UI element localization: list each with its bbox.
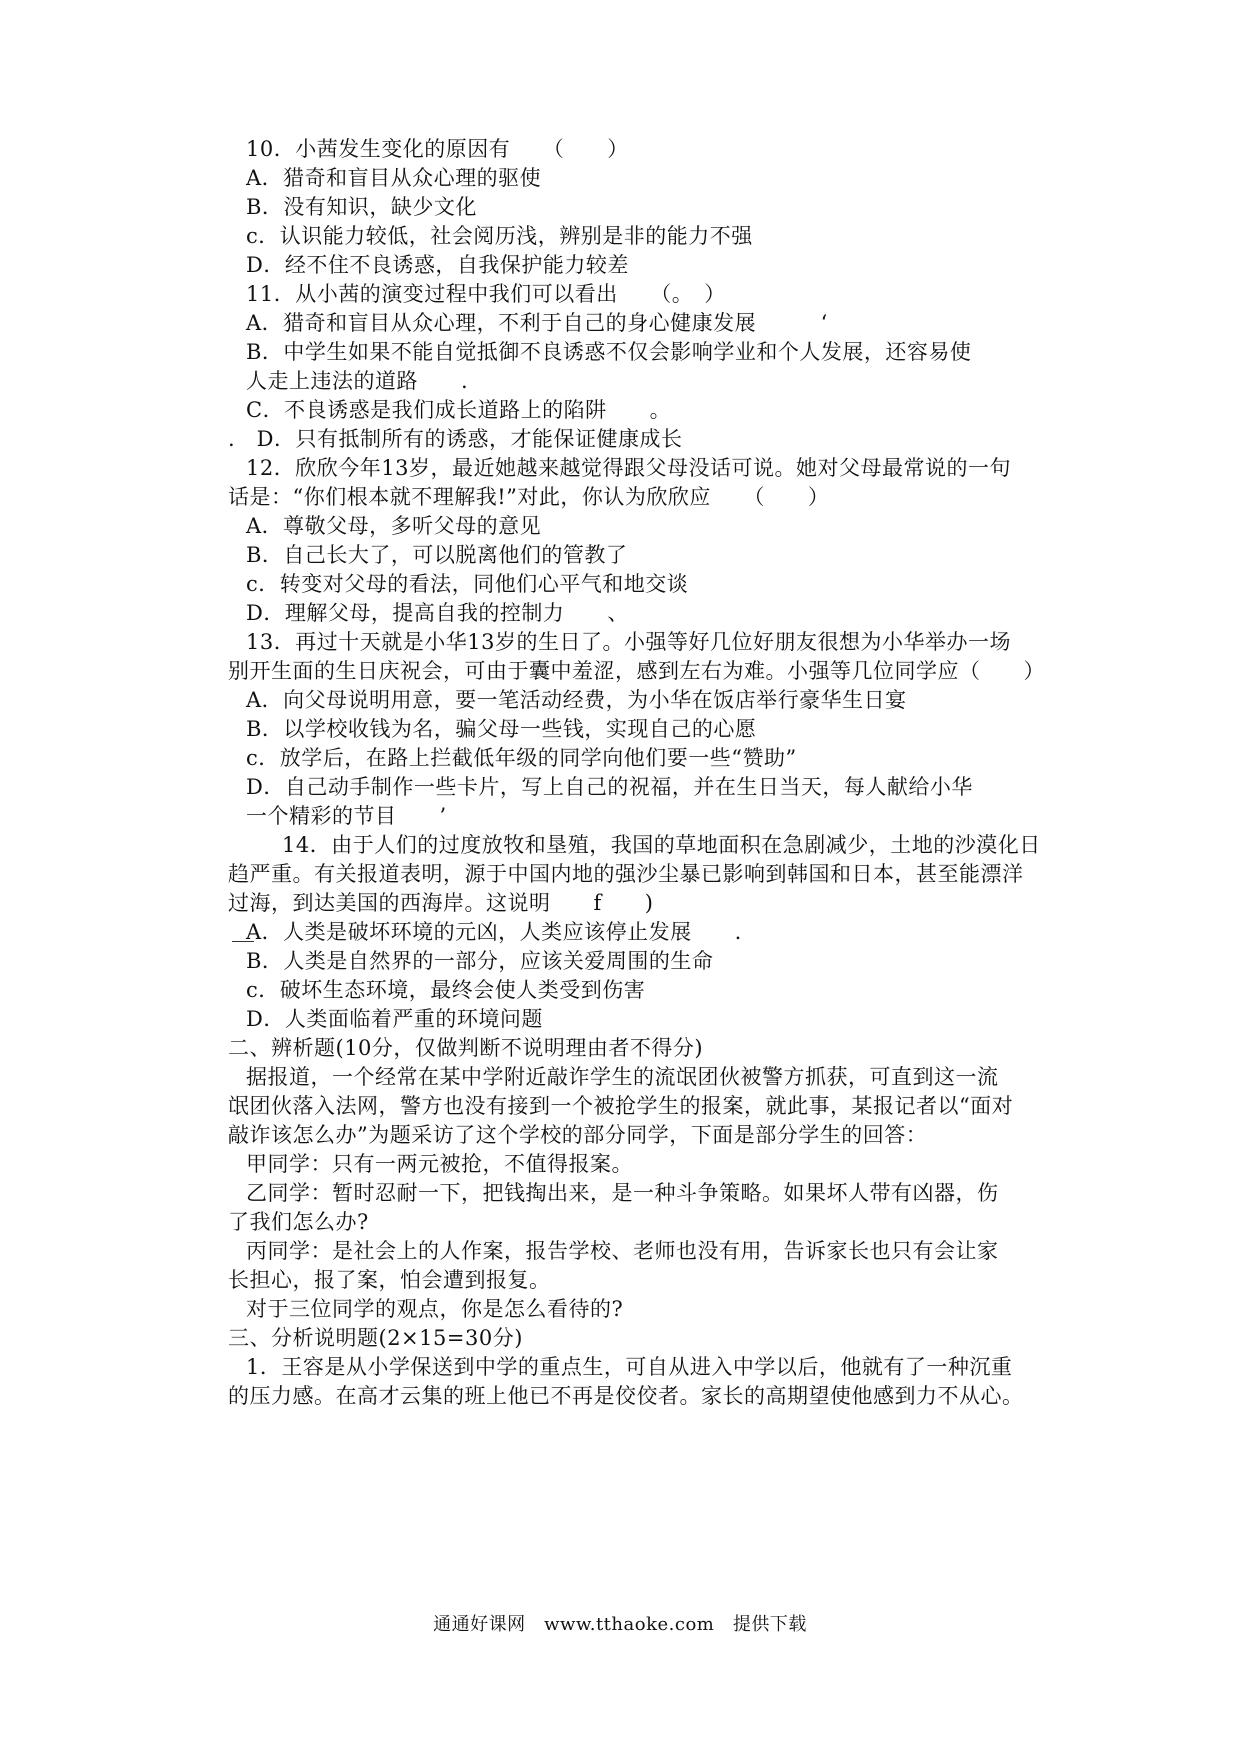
question-14-option-c: c．破坏生态环境，最终会使人类受到伤害 [246, 978, 646, 1002]
section-2-passage-line-6: 了我们怎么办? [228, 1210, 369, 1234]
question-10-option-b: B．没有知识，缺少文化 [246, 195, 477, 219]
question-13-stem-line-1: 13．再过十天就是小华13岁的生日了。小强等好几位好朋友很想为小华举办一场 [246, 630, 1011, 654]
question-10-option-c: c．认识能力较低，社会阅历浅，辨别是非的能力不强 [246, 224, 753, 248]
section-2-passage-line-1: 据报道，一个经常在某中学附近敲诈学生的流氓团伙被警方抓获，可直到这一流 [246, 1065, 999, 1089]
question-12-option-c: c．转变对父母的看法，同他们心平气和地交谈 [246, 572, 689, 596]
question-13-option-c: c．放学后，在路上拦截低年级的同学向他们要一些“赞助” [246, 746, 797, 770]
question-11-option-a: A．猎奇和盲目从众心理，不利于自己的身心健康发展 ‘ [246, 311, 828, 335]
question-11-option-b: B．中学生如果不能自觉抵御不良诱惑不仅会影响学业和个人发展，还容易使 [246, 340, 972, 364]
question-12-option-d: D．理解父母，提高自我的控制力 、 [246, 601, 629, 625]
question-13-stem-line-2: 别开生面的生日庆祝会，可由于囊中羞涩，感到左右为难。小强等几位同学应（ ） [228, 659, 1045, 683]
section-2-passage-line-5: 乙同学：暂时忍耐一下，把钱掏出来，是一种斗争策略。如果坏人带有凶器，伤 [246, 1181, 999, 1205]
question-10-option-d: D．经不住不良诱惑，自我保护能力较差 [246, 253, 629, 277]
question-14-option-a: A．人类是破坏环境的元凶，人类应该停止发展 . [246, 920, 742, 944]
question-14-option-d: D．人类面临着严重的环境问题 [246, 1007, 543, 1031]
section-3-passage-line-1: 1．王容是从小学保送到中学的重点生，可自从进入中学以后，他就有了一种沉重 [246, 1355, 1013, 1379]
section-3-passage-line-2: 的压力感。在高才云集的班上他已不再是佼佼者。家长的高期望使他感到力不从心。 [228, 1384, 1024, 1408]
section-2-passage-line-7: 丙同学：是社会上的人作案，报告学校、老师也没有用，告诉家长也只有会让家 [246, 1239, 999, 1263]
question-13-option-b: B．以学校收钱为名，骗父母一些钱，实现自己的心愿 [246, 717, 757, 741]
question-13-option-a: A．向父母说明用意，要一笔活动经费，为小华在饭店举行豪华生日宴 [246, 688, 907, 712]
question-12-stem-line-2: 话是：“你们根本就不理解我!”对此，你认为欣欣应 （ ） [228, 485, 830, 509]
section-3-heading: 三、分析说明题(2×15=30分) [228, 1326, 523, 1350]
question-11-option-c: C．不良诱惑是我们成长道路上的陷阱 。 [246, 398, 672, 422]
question-10-stem: 10．小茜发生变化的原因有 （ ） [246, 137, 629, 161]
question-12-option-a: A．尊敬父母，多听父母的意见 [246, 514, 542, 538]
section-2-passage-line-9: 对于三位同学的观点，你是怎么看待的? [246, 1297, 624, 1321]
question-13-option-d-continued: 一个精彩的节目 ’ [246, 804, 447, 828]
question-14-stem-line-2: 趋严重。有关报道表明，源于中国内地的强沙尘暴已影响到韩国和日本，甚至能漂洋 [228, 862, 1024, 886]
section-2-passage-line-3: 敲诈该怎么办”为题采访了这个学校的部分同学，下面是部分学生的回答： [228, 1123, 928, 1147]
question-11-option-d: . D．只有抵制所有的诱惑，才能保证健康成长 [228, 427, 683, 451]
question-14-stem-line-3: 过海，到达美国的西海岸。这说明 f ) [228, 891, 654, 915]
section-2-passage-line-2: 氓团伙落入法网，警方也没有接到一个被抢学生的报案，就此事，某报记者以“面对 [228, 1094, 1014, 1118]
page-footer: 通通好课网 www.tthaoke.com 提供下载 [433, 1614, 807, 1635]
question-14-option-b: B．人类是自然界的一部分，应该关爱周围的生命 [246, 949, 714, 973]
section-2-passage-line-8: 长担心，报了案，怕会遭到报复。 [228, 1268, 551, 1292]
question-11-stem: 11．从小茜的演变过程中我们可以看出 （。 ） [246, 282, 726, 306]
question-13-option-d: D．自己动手制作一些卡片，写上自己的祝福，并在生日当天，每人献给小华 [246, 775, 973, 799]
section-2-heading: 二、辨析题(10分，仅做判断不说明理由者不得分) [228, 1036, 704, 1060]
section-2-passage-line-4: 甲同学：只有一两元被抢，不值得报案。 [246, 1152, 633, 1176]
question-12-stem-line-1: 12．欣欣今年13岁，最近她越来越觉得跟父母没话可说。她对父母最常说的一句 [246, 456, 1011, 480]
question-12-option-b: B．自己长大了，可以脱离他们的管教了 [246, 543, 628, 567]
question-11-option-b-continued: 人走上违法的道路 . [246, 369, 469, 393]
question-14-stem-line-1: 14．由于人们的过度放牧和垦殖，我国的草地面积在急剧减少，土地的沙漠化日 [282, 833, 1041, 857]
question-10-option-a: A．猎奇和盲目从众心理的驱使 [246, 166, 542, 190]
